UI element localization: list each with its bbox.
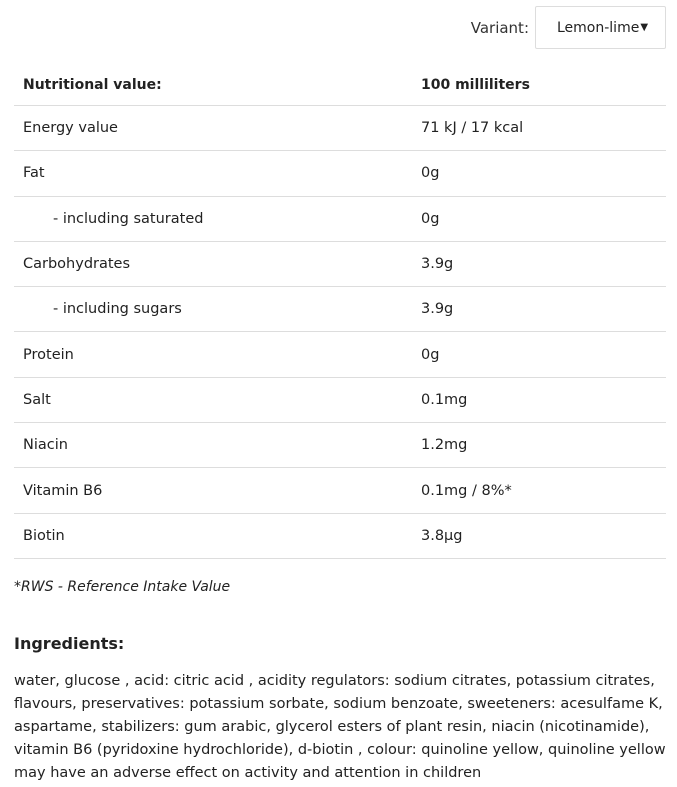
caret-down-icon: ▼	[640, 22, 649, 33]
variant-selected-value: Lemon-lime	[557, 19, 640, 36]
variant-label: Variant:	[470, 18, 529, 37]
nutrient-name: Vitamin B6	[23, 482, 103, 499]
nutrient-name: Protein	[23, 346, 74, 363]
table-row	[14, 287, 666, 332]
nutrient-name: Salt	[23, 391, 51, 408]
table-row	[14, 423, 666, 468]
table-row	[14, 514, 666, 559]
ingredients-title: Ingredients:	[14, 634, 125, 653]
nutrient-value: 0.1mg / 8%*	[421, 482, 512, 499]
nutrient-name: - including sugars	[53, 301, 182, 318]
nutrient-name: - including saturated	[53, 210, 204, 227]
nutrient-value: 0g	[421, 165, 440, 182]
nutrient-name: Niacin	[23, 437, 68, 454]
table-row	[14, 332, 666, 377]
variant-selector	[471, 6, 666, 49]
nutrient-name: Fat	[23, 165, 45, 182]
nutrition-table-header	[14, 64, 666, 106]
nutrient-value: 3.9g	[421, 256, 454, 273]
nutrient-name: Carbohydrates	[23, 256, 131, 273]
nutrient-value: 3.9g	[421, 301, 454, 318]
nutrient-value: 0g	[421, 210, 440, 227]
table-row	[14, 106, 666, 151]
table-row	[14, 378, 666, 423]
table-row	[14, 151, 666, 196]
header-value: 100 milliliters	[421, 76, 530, 93]
nutrient-value: 71 kJ / 17 kcal	[421, 120, 524, 137]
header-name: Nutritional value:	[23, 76, 162, 93]
table-row	[14, 197, 666, 242]
ingredients-text: water, glucose , acid: citric acid , acidity regulators: sodium citrates, potassium citrates, flavours, preservatives: potassium sorbate, sodium benzoate, sweeteners: acesulfame K, aspartame, stabilizers: gum arabic, glycerol esters of plant resin, niacin (nicotinamide), vitamin B6 (pyridoxine hydrochloride), d-biotin , colour: quinoline yellow, quinoline yellow may have an adverse effect on activity and attention in children	[14, 673, 666, 781]
nutrition-table	[14, 64, 666, 559]
nutrient-value: 0.1mg	[421, 391, 468, 408]
table-row	[14, 468, 666, 513]
nutrient-value: 1.2mg	[421, 437, 468, 454]
nutrient-name: Energy value	[23, 120, 118, 137]
nutrient-value: 0g	[421, 346, 440, 363]
variant-dropdown[interactable]	[535, 6, 666, 49]
rws-note: *RWS - Reference Intake Value	[14, 579, 231, 595]
nutrition-table-body	[14, 106, 666, 559]
nutrient-name: Biotin	[23, 527, 65, 544]
table-row	[14, 242, 666, 287]
nutrient-value: 3.8µg	[421, 527, 463, 544]
